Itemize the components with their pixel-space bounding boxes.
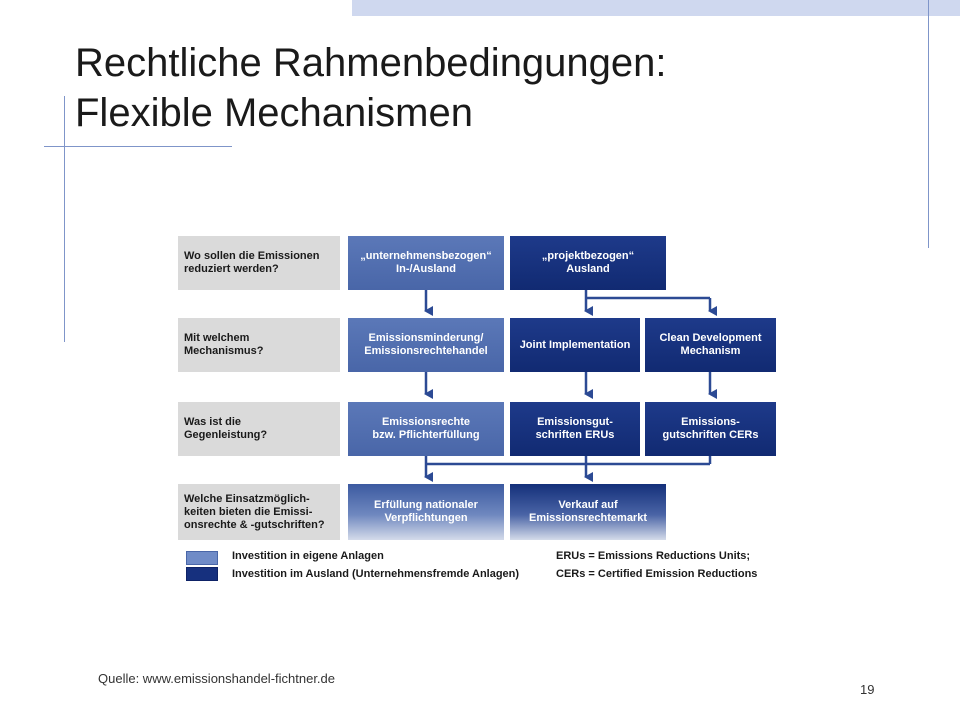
- legend-erus-def: = Emissions Reductions Units;: [585, 550, 751, 562]
- box-project-related-line2: Ausland: [566, 263, 610, 275]
- question-usage: [178, 484, 340, 540]
- box-company-related-line1: „unternehmensbezogen“: [360, 250, 492, 262]
- legend-foreign-investment: Investition im Ausland (Unternehmensfremde Anlagen): [232, 568, 520, 580]
- box-joint-implementation: [510, 318, 640, 372]
- box-cdm-line2: Mechanism: [680, 345, 741, 357]
- question-where-text: Wo sollen die Emissionen reduziert werden?: [184, 250, 320, 275]
- box-emission-rights-line2: bzw. Pflichterfüllung: [372, 429, 480, 441]
- box-market-sale-line2: Emissionsrechtemarkt: [529, 512, 647, 524]
- box-national-obligations-line1: Erfüllung nationaler: [374, 499, 478, 511]
- box-emissions-trading-line2: Emissionsrechtehandel: [364, 345, 488, 357]
- box-joint-implementation-line1: Joint Implementation: [519, 338, 631, 351]
- legend-erus-abbr: ERUs: [556, 550, 586, 562]
- box-emissions-trading-line1: Emissionsminderung/: [368, 332, 484, 344]
- question-mechanism-text: Mit welchem Mechanismus?: [184, 332, 264, 357]
- box-company-related-line2: In-/Ausland: [396, 263, 456, 275]
- box-erus-line2: schriften ERUs: [535, 429, 615, 441]
- box-project-related: [510, 236, 666, 290]
- question-mechanism: [178, 318, 340, 372]
- legend-swatch-dark: [186, 567, 218, 581]
- box-project-related-line1: „projektbezogen“: [541, 250, 635, 262]
- box-erus: [510, 402, 640, 456]
- title-line-1: Rechtliche Rahmenbedingungen:: [75, 41, 667, 85]
- box-company-related: [348, 236, 504, 290]
- source-citation: Quelle: www.emissionshandel-fichtner.de: [98, 671, 336, 686]
- legend-cers-abbr: CERs: [556, 568, 586, 580]
- question-usage-text: Welche Einsatzmöglich- keiten bieten die Emissi- onsrechte & -gutschriften?: [184, 492, 325, 531]
- box-cers-line2: gutschriften CERs: [662, 429, 759, 441]
- box-market-sale-line1: Verkauf auf: [558, 499, 618, 511]
- box-cers-line1: Emissions-: [681, 416, 740, 428]
- box-erus-line1: Emissionsgut-: [537, 416, 613, 428]
- legend-cers-def: = Certified Emission Reductions: [585, 568, 758, 580]
- page-number: 19: [860, 682, 875, 697]
- title-line-2: Flexible Mechanismen: [75, 91, 473, 135]
- box-cdm-line1: Clean Development: [659, 332, 762, 344]
- box-national-obligations-line2: Verpflichtungen: [384, 512, 468, 524]
- box-clean-development-mechanism: [645, 318, 776, 372]
- box-cers: [645, 402, 776, 456]
- legend-own-investment: Investition in eigene Anlagen: [232, 550, 384, 562]
- box-market-sale: [510, 484, 666, 540]
- question-consideration-text: Was ist die Gegenleistung?: [184, 416, 268, 441]
- legend-swatch-light: [186, 551, 218, 565]
- question-where: [178, 236, 340, 290]
- question-consideration: [178, 402, 340, 456]
- box-emissions-trading: [348, 318, 504, 372]
- box-national-obligations: [348, 484, 504, 540]
- box-emission-rights: [348, 402, 504, 456]
- legend-cers-definition: [556, 568, 757, 581]
- legend-erus-definition: [556, 550, 750, 563]
- box-emission-rights-line1: Emissionsrechte: [381, 416, 471, 428]
